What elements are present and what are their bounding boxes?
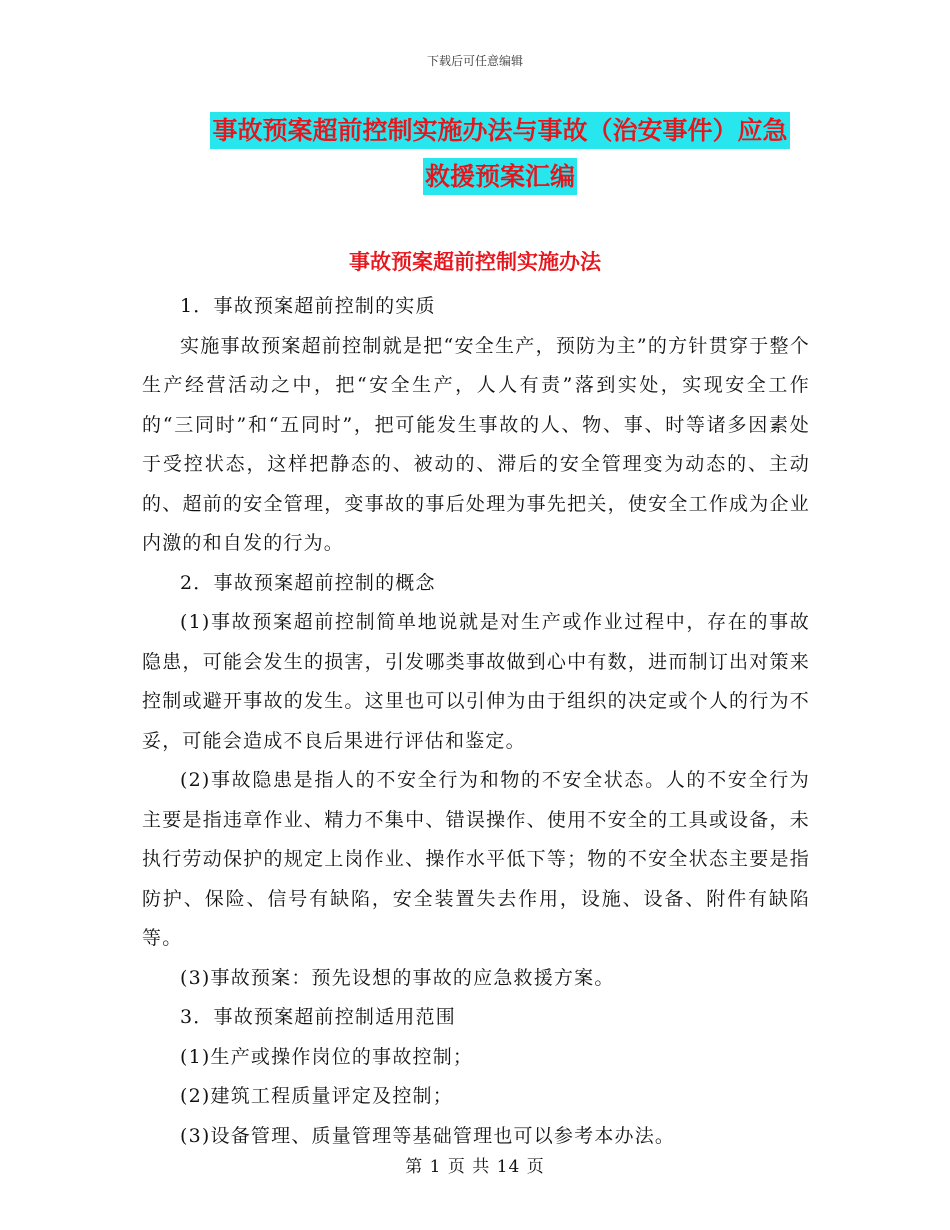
paragraph-scope-2: (2)建筑工程质量评定及控制； [180, 1085, 453, 1107]
document-title-line-2 [100, 154, 900, 200]
page-header: 下载后可任意编辑 [426, 54, 523, 68]
paragraph-scope-3: (3)设备管理、质量管理等基础管理也可以参考本办法。 [180, 1124, 676, 1147]
paragraph-concept-3: (3)事故预案：预先设想的事故的应急救援方案。 [180, 966, 615, 989]
paragraph-essence: 实施事故预案超前控制就是把“安全生产，预防为主”的方针贯穿于整个生产经营活动之中，把“安全生产，人人有责”落到实处，实现安全工作的“三同时”和“五同时”，把可能发生事故的人、物、事、时等诸多因素处于受控状态，这样把静态的、被动的、滞后的安全管理变为动态的、主动的、超前的安全管理，变事故的事后处理为事先把关，使安全工作成为企业内激的和自发的行为。 [142, 334, 810, 554]
section-title: 事故预案超前控制实施办法 [349, 249, 601, 274]
heading-essence: 1．事故预案超前控制的实质 [180, 295, 436, 317]
heading-scope: 3．事故预案超前控制适用范围 [180, 1006, 456, 1028]
page-number: 第 1 页 共 14 页 [405, 1157, 545, 1177]
paragraph-concept-1: (1)事故预案超前控制简单地说就是对生产或作业过程中，存在的事故隐患，可能会发生的损害，引发哪类事故做到心中有数，进而制订出对策来控制或避开事故的发生。这里也可以引伸为由于组织的决定或个人的行为不妥，可能会造成不良后果进行评估和鉴定。 [142, 611, 810, 752]
title-highlight: 救援预案汇编 [423, 158, 577, 195]
document-title [100, 108, 900, 200]
document-body [142, 287, 810, 1156]
title-highlight: 事故预案超前控制实施办法与事故（治安事件）应急 [210, 112, 789, 149]
paragraph-scope-1: (1)生产或操作岗位的事故控制； [180, 1045, 474, 1068]
heading-concept: 2．事故预案超前控制的概念 [180, 571, 436, 594]
document-title-line-1 [100, 108, 900, 154]
paragraph-concept-2: (2)事故隐患是指人的不安全行为和物的不安全状态。人的不安全行为主要是指违章作业、精力不集中、错误操作、使用不安全的工具或设备，未执行劳动保护的规定上岗作业、操作水平低下等；物的不安全状态主要是指防护、保险、信号有缺陷，安全装置失去作用，设施、设备、附件有缺陷等。 [142, 769, 810, 949]
